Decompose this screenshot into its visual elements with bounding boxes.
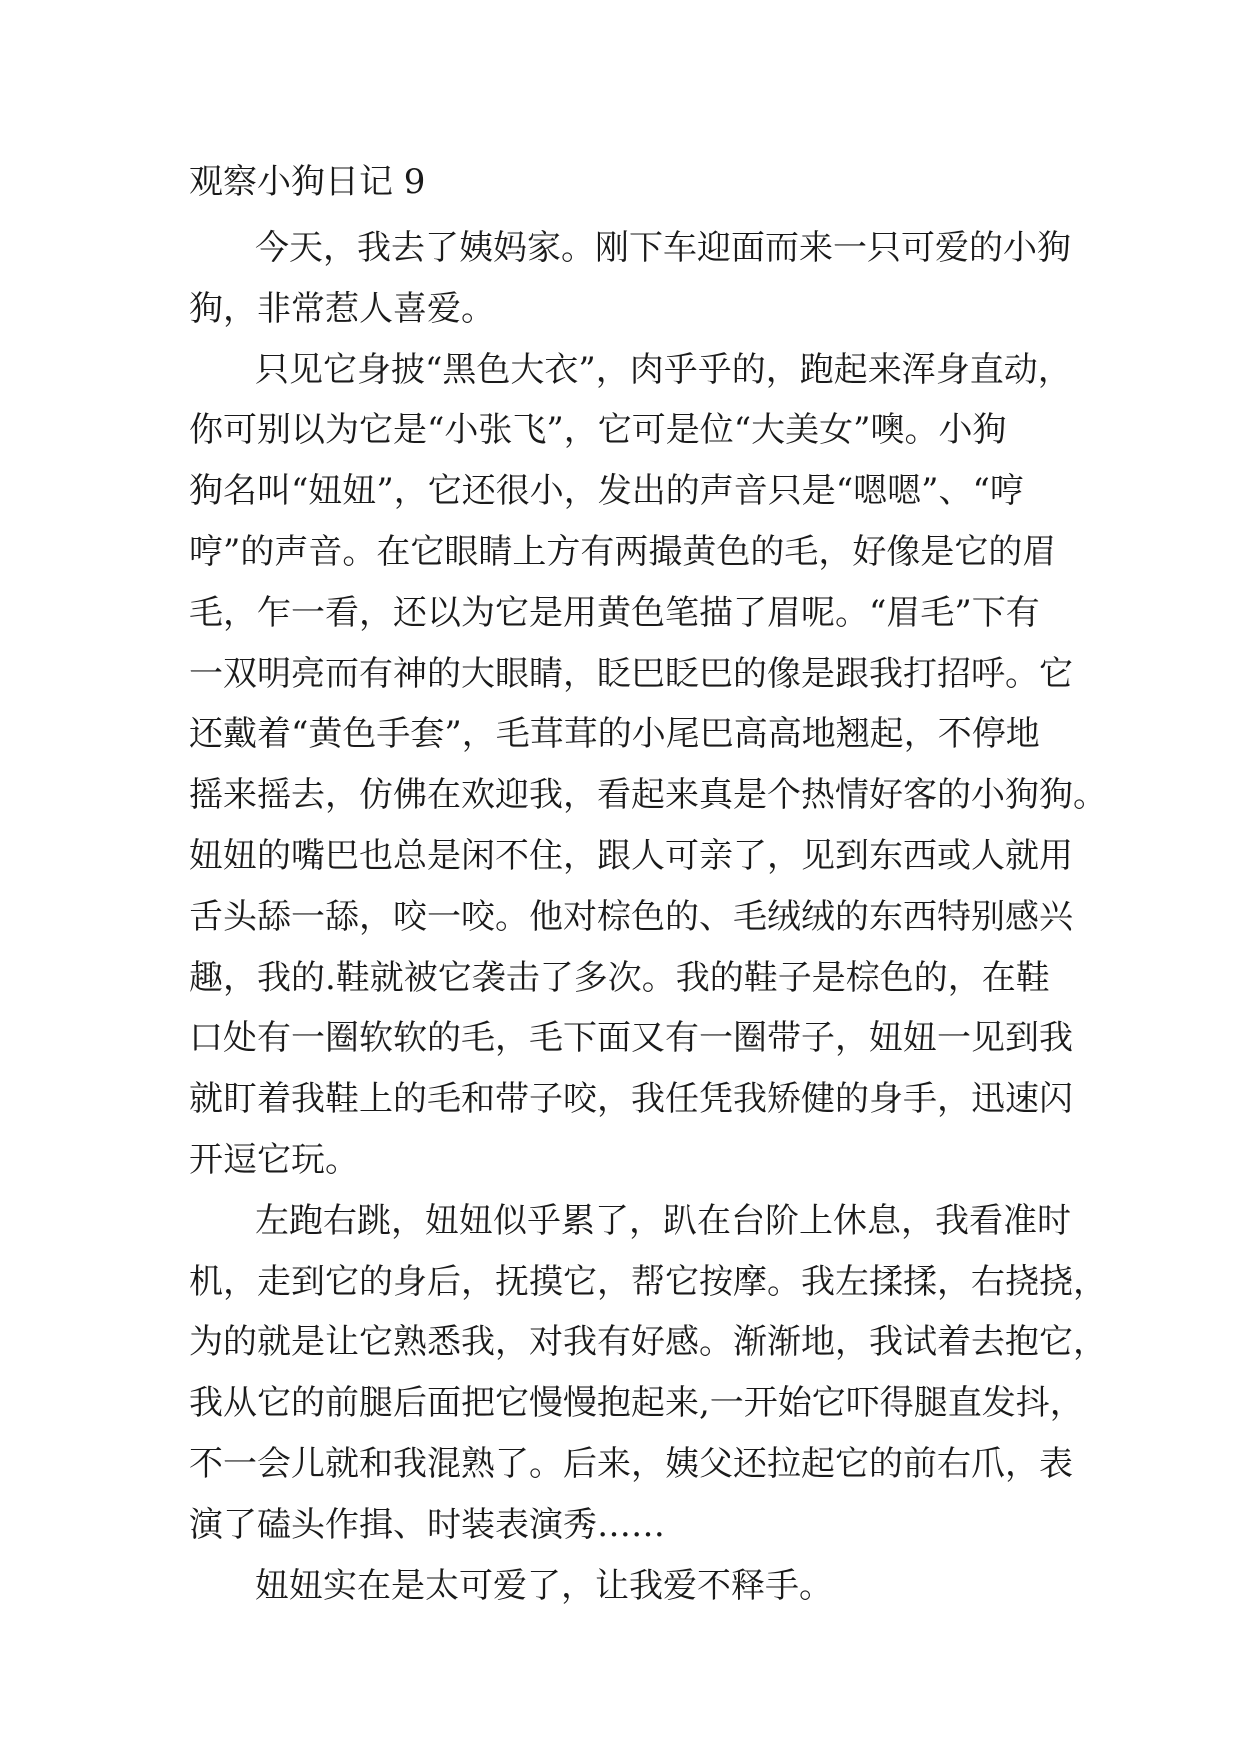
paragraph-line: 开逗它玩。 [189, 1139, 359, 1180]
paragraph-line: 演了磕头作揖、时装表演秀…… [189, 1504, 665, 1545]
paragraph-line: 就盯着我鞋上的毛和带子咬，我任凭我矫健的身手，迅速闪 [189, 1079, 1073, 1120]
paragraph-line: 左跑右跳，妞妞似乎累了，趴在台阶上休息，我看准时 [255, 1200, 1071, 1241]
paragraph-line: 趣，我的.鞋就被它袭击了多次。我的鞋子是棕色的，在鞋 [189, 957, 1050, 998]
paragraph-line: 狗名叫“妞妞”，它还很小，发出的声音只是“嗯嗯”、“哼 [189, 471, 1024, 512]
paragraph-line: 机，走到它的身后，抚摸它，帮它按摩。我左揉揉，右挠挠， [189, 1261, 1107, 1302]
document-title: 观察小狗日记 9 [189, 162, 426, 202]
paragraph-line: 为的就是让它熟悉我，对我有好感。渐渐地，我试着去抱它， [189, 1322, 1107, 1363]
paragraph-4 [189, 1556, 1051, 1617]
paragraph-line: 妞妞实在是太可爱了，让我爱不释手。 [255, 1565, 833, 1606]
paragraph-line: 妞妞的嘴巴也总是闲不住，跟人可亲了，见到东西或人就用 [189, 835, 1073, 876]
paragraph-1 [189, 218, 1071, 340]
paragraph-line: 狗，非常惹人喜爱。 [189, 288, 495, 329]
paragraph-line: 不一会儿就和我混熟了。后来，姨父还拉起它的前右爪，表 [189, 1443, 1073, 1484]
paragraph-line: 口处有一圈软软的毛，毛下面又有一圈带子，妞妞一见到我 [189, 1018, 1073, 1059]
paragraph-line: 你可别以为它是“小张飞”，它可是位“大美女”噢。小狗 [189, 410, 1007, 451]
paragraph-line: 哼”的声音。在它眼睛上方有两撮黄色的毛，好像是它的眉 [189, 531, 1057, 572]
paragraph-line: 毛，乍一看，还以为它是用黄色笔描了眉呢。“眉毛”下有 [189, 592, 1040, 633]
document-body [189, 218, 1107, 1616]
paragraph-line: 舌头舔一舔，咬一咬。他对棕色的、毛绒绒的东西特别感兴 [189, 896, 1073, 937]
paragraph-line: 一双明亮而有神的大眼睛，眨巴眨巴的像是跟我打招呼。它 [189, 653, 1073, 694]
paragraph-2 [189, 340, 1107, 1191]
paragraph-line: 今天，我去了姨妈家。刚下车迎面而来一只可爱的小狗 [255, 228, 1071, 268]
paragraph-line: 只见它身披“黑色大衣”，肉乎乎的，跑起来浑身直动， [255, 349, 1072, 390]
paragraph-3 [189, 1191, 1107, 1556]
paragraph-line: 摇来摇去，仿佛在欢迎我，看起来真是个热情好客的小狗狗。 [189, 775, 1107, 816]
paragraph-line: 我从它的前腿后面把它慢慢抱起来,一开始它吓得腿直发抖， [189, 1383, 1084, 1424]
paragraph-line: 还戴着“黄色手套”，毛茸茸的小尾巴高高地翘起，不停地 [189, 714, 1040, 755]
